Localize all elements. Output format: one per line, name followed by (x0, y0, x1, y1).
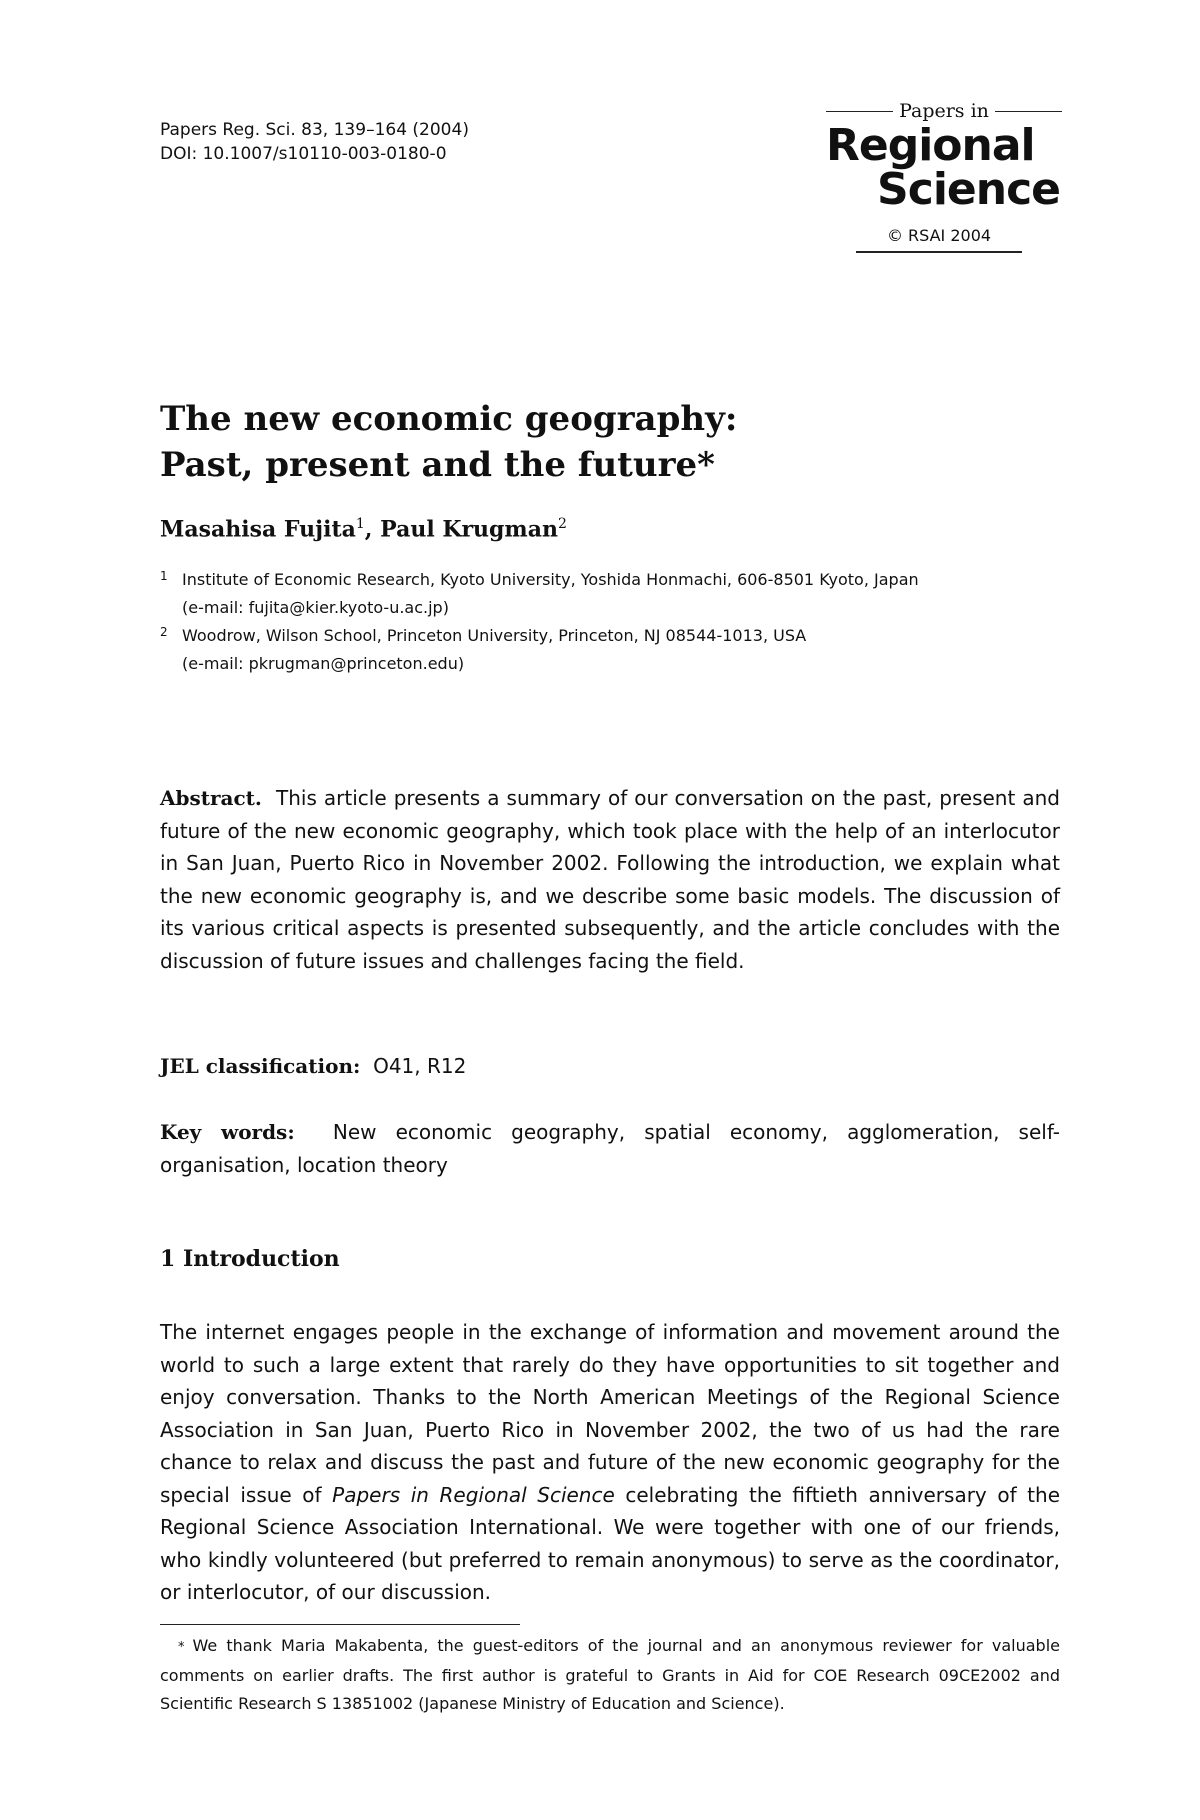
affiliation-address: Institute of Economic Research, Kyoto University, Yoshida Honmachi, 606-8501 Kyoto, Japan (182, 570, 919, 589)
journal-name-italic: Papers in Regional Science (332, 1482, 615, 1507)
citation-line-1: Papers Reg. Sci. 83, 139–164 (2004) (160, 120, 469, 140)
affiliation-address: Woodrow, Wilson School, Princeton University, Princeton, NJ 08544-1013, USA (182, 626, 807, 645)
copyright-notice: © RSAI 2004 (856, 226, 1022, 253)
journal-logo-regional: Regional (826, 120, 1035, 171)
intro-text-part-2: celebrating the fiftieth anniversary of the Regional Science Association International. We were together with one of our friends, who kindly volunteered (but preferred to remain anonymous) to serve as the coordinator, or interlocutor, of our discussion. (160, 1482, 1061, 1604)
jel-classification (160, 1050, 1060, 1083)
journal-logo-science: Science (877, 164, 1060, 215)
abstract-text: This article presents a summary of our conversation on the past, present and future of the new economic geography, which took place with the help of an interlocutor in San Juan, Puerto Rico in November 2002. Following the introduction, we explain what the new economic geography is, and we describe some basic models. The discussion of its various critical aspects is presented subsequently, and the article concludes with the discussion of future issues and challenges facing the field. (160, 786, 1060, 973)
affiliation-email: (e-mail: fujita@kier.kyoto-u.ac.jp) (182, 598, 449, 617)
logo-rule-right (995, 111, 1062, 112)
journal-logo-papers-in: Papers in (899, 100, 989, 122)
logo-rule-left (826, 111, 893, 112)
journal-citation (160, 118, 469, 166)
author-affiliation-mark: 1 (355, 516, 365, 532)
intro-text-part-1: The internet engages people in the exchange of information and movement around the world to such a large extent that rarely do they have opportunities to sit together and enjoy conversation. Thanks to the North American Meetings of the Regional Science Association in San Juan, Puerto Rico in November 2002, the two of us had the rare chance to relax and discuss the past and future of the new economic geography for the special issue of (160, 1320, 1060, 1507)
section-heading: 1 Introduction (160, 1246, 340, 1272)
abstract (160, 782, 1060, 977)
affiliation-item (160, 622, 1060, 678)
footnote-divider (160, 1624, 520, 1625)
author-affiliation-mark: 2 (557, 516, 567, 532)
author-list (160, 516, 567, 542)
keywords (160, 1116, 1060, 1181)
doi-line: DOI: 10.1007/s10110-003-0180-0 (160, 144, 447, 164)
footnote-mark: * (178, 1640, 185, 1655)
affiliation-email: (e-mail: pkrugman@princeton.edu) (182, 654, 465, 673)
affiliations (160, 566, 1060, 678)
affiliation-item (160, 566, 1060, 622)
journal-logo (826, 100, 1062, 253)
affiliation-number: 2 (160, 625, 168, 639)
footnote (160, 1632, 1060, 1718)
author-separator: , (364, 516, 381, 543)
title-line-1: The new economic geography: (160, 399, 738, 439)
author-name: Paul Krugman (380, 516, 558, 543)
abstract-label: Abstract. (160, 786, 262, 810)
author-name: Masahisa Fujita (160, 516, 356, 543)
keywords-text: New economic geography, spatial economy, agglomeration, self-organisation, location theory (160, 1120, 1060, 1177)
journal-logo-top (826, 100, 1062, 122)
keywords-label: Key words: (160, 1120, 295, 1144)
footnote-text: We thank Maria Makabenta, the guest-editors of the journal and an anonymous reviewer for valuable comments on earlier drafts. The first author is grateful to Grants in Aid for COE Research 09CE2002 and Scientific Research S 13851002 (Japanese Ministry of Education and Science). (160, 1636, 1060, 1713)
introduction-paragraph (160, 1316, 1060, 1609)
paper-title (160, 396, 737, 488)
jel-label: JEL classification: (160, 1054, 361, 1078)
jel-codes: O41, R12 (373, 1054, 467, 1078)
affiliation-number: 1 (160, 569, 168, 583)
title-line-2: Past, present and the future* (160, 445, 715, 485)
